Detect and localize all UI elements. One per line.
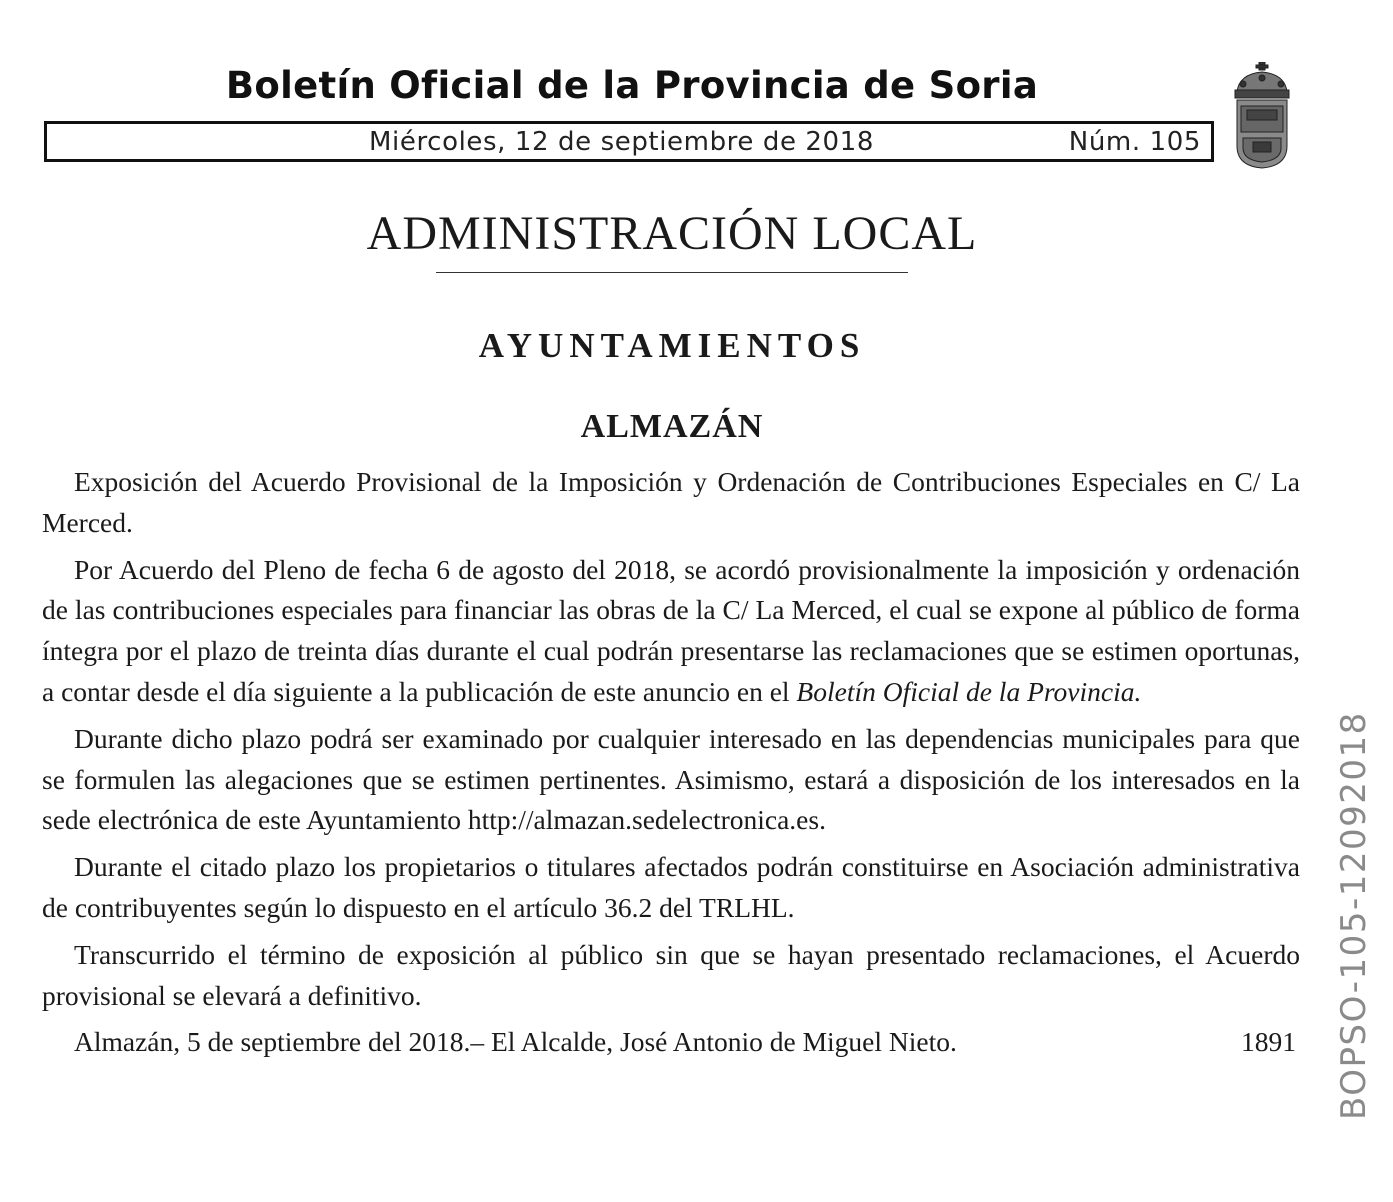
paragraph-association: Durante el citado plazo los propietarios o titulares afectados podrán constituirse en Asociación administrativa de contribuyentes según lo dispuesto en el artículo 36.2 del TRLHL. <box>42 851 1300 923</box>
dateline-box <box>44 121 1214 162</box>
paragraph-agreement-text: Por Acuerdo del Pleno de fecha 6 de agosto del 2018, se acordó provisionalmente la imposición y ordenación de las contribuciones especiales para financiar las obras de la C/ La Merced, el cual se expone al público de forma íntegra por el plazo de treinta días durante el cual podrán presentarse las reclamaciones que se estimen oportunas, a contar desde el día siguiente a la publicación de este anuncio en el <box>42 553 1300 707</box>
section-divider <box>436 272 908 273</box>
signature-line <box>42 1022 1300 1063</box>
municipality-title: ALMAZÁN <box>580 408 764 445</box>
signature-text: Almazán, 5 de septiembre del 2018.– El Alcalde, José Antonio de Miguel Nieto. <box>74 1026 957 1058</box>
bulletin-reference: Boletín Oficial de la Provincia. <box>796 675 1142 707</box>
section-title: ADMINISTRACIÓN LOCAL <box>366 207 978 260</box>
article-heading: Exposición del Acuerdo Provisional de la Imposición y Ordenación de Contribuciones Especiales en C/ La Merced. <box>42 466 1300 538</box>
subsection-title: AYUNTAMIENTOS <box>478 326 866 365</box>
issue-number: Núm. 105 <box>1068 127 1201 157</box>
bulletin-title: Boletín Oficial de la Provincia de Soria <box>225 64 1039 107</box>
reference-number: 1891 <box>1241 1026 1296 1058</box>
coat-of-arms-icon <box>1229 62 1295 170</box>
document-id-vertical: BOPSO-105-12092018 <box>1334 711 1374 1120</box>
publication-date: Miércoles, 12 de septiembre de 2018 <box>369 127 874 157</box>
paragraph-agreement <box>42 550 1300 713</box>
article-body <box>42 462 1300 1063</box>
paragraph-definitive: Transcurrido el término de exposición al público sin que se hayan presentado reclamaciones, el Acuerdo provisional se elevará a definitivo. <box>42 938 1300 1011</box>
paragraph-examination: Durante dicho plazo podrá ser examinado por cualquier interesado en las dependencias municipales para que se formulen las alegaciones que se estimen pertinentes. Asimismo, estará a disposición de los interesados en la sede electrónica de este Ayuntamiento http://almazan.sedelectronica.es. <box>42 722 1300 836</box>
